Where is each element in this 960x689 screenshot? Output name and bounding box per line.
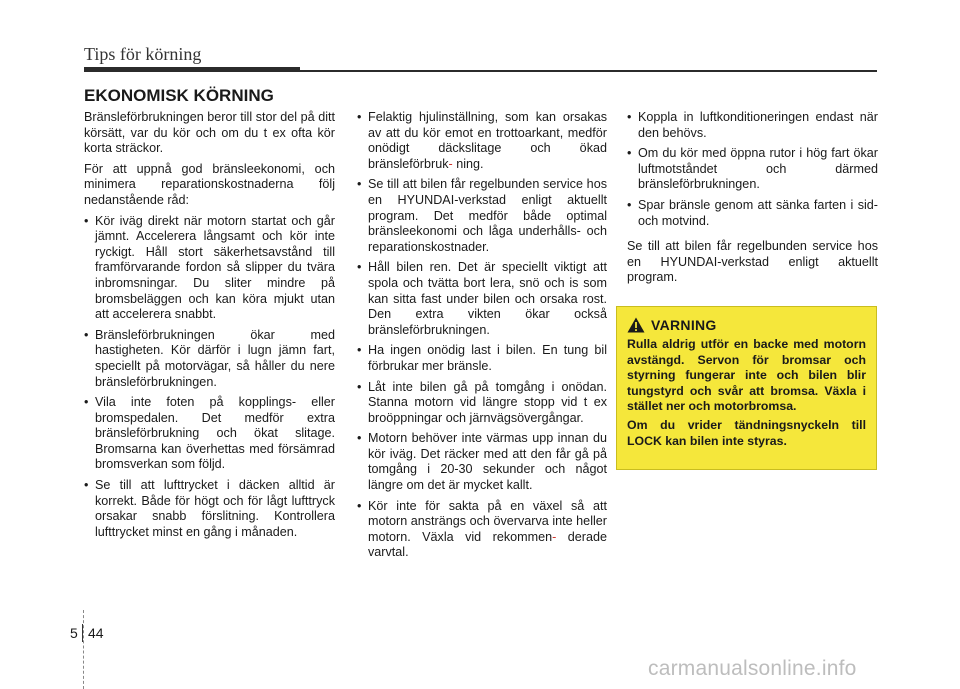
column-1 bbox=[84, 110, 335, 545]
tips-list-2 bbox=[357, 110, 607, 561]
tips-list-1 bbox=[84, 214, 335, 541]
list-item: • Motorn behöver inte värmas upp innan du kör iväg. Det räcker med att den får gå på tomgång i 20-30 sekunder och något längre om det är mycket kallt. bbox=[357, 431, 607, 493]
warning-text: Rulla aldrig utför en backe med motorn avstängd. Servon för bromsar och styrning fungerar inte och bilen blir tungstyrd och svår att bromsa. Växla i stället ner och motorbromsa. bbox=[627, 337, 866, 414]
list-item: • Se till att lufttrycket i däcken alltid är korrekt. Både för högt och för lågt lufttryck orsakar snabb förslitning. Kontrollera lufttrycket minst en gång i månaden. bbox=[84, 478, 335, 540]
watermark: carmanualsonline.info bbox=[648, 657, 857, 680]
chapter-number: 5 bbox=[70, 625, 78, 641]
section-heading: EKONOMISK KÖRNING bbox=[84, 86, 274, 105]
list-item: • Om du kör med öppna rutor i hög fart ökar luftmotståndet och därmed bränsleförbrukningen. bbox=[627, 146, 878, 193]
header-rule bbox=[300, 70, 877, 72]
intro-paragraph-2: För att uppnå god bränsleekonomi, och minimera reparationskostnaderna följ nedanstående råd: bbox=[84, 161, 335, 207]
warning-header bbox=[627, 317, 866, 333]
warning-box bbox=[616, 306, 877, 470]
column-3 bbox=[627, 110, 878, 291]
list-item: • Koppla in luftkonditioneringen endast när den behövs. bbox=[627, 110, 878, 141]
list-item-text: Kör inte för sakta på en växel så att motorn ansträngs och övervarva inte heller motorn. Växla vid rekommen bbox=[368, 498, 607, 544]
list-item: • Ha ingen onödig last i bilen. En tung bil förbrukar mer bränsle. bbox=[357, 343, 607, 374]
list-item-text-end: ning. bbox=[456, 156, 484, 171]
list-item: • Håll bilen ren. Det är speciellt viktigt att spola och tvätta bort lera, snö och is som kan sitta fast under bilen och orsaka rost. Den extra vikten ökar också bränsleförbrukningen. bbox=[357, 260, 607, 338]
hyphen-mark: - bbox=[552, 529, 557, 544]
page-number: 44 bbox=[88, 625, 104, 641]
list-item bbox=[357, 110, 607, 172]
page-header-title: Tips för körning bbox=[84, 44, 202, 64]
list-item: • Låt inte bilen gå på tomgång i onödan. Stanna motorn vid längre stopp vid t ex broöppningar och järnvägsövergångar. bbox=[357, 380, 607, 427]
warning-title: VARNING bbox=[651, 317, 717, 333]
service-paragraph: Se till att bilen får regelbunden service hos en HYUNDAI-verkstad enligt aktuellt program. bbox=[627, 239, 878, 285]
column-2 bbox=[357, 110, 607, 566]
list-item-text-end: derade varvtal. bbox=[368, 529, 607, 560]
hyphen-mark: - bbox=[448, 156, 453, 171]
list-item: • Se till att bilen får regelbunden service hos en HYUNDAI-verkstad enligt aktuellt program. Det medför både optimal bränsleekonomi och låga underhålls- och reparationskostnader. bbox=[357, 177, 607, 255]
list-item: • Spar bränsle genom att sänka farten i sid- och motvind. bbox=[627, 198, 878, 229]
list-item: • Kör iväg direkt när motorn startat och går jämnt. Accelerera långsamt och kör inte ryckigt. Håll stort säkerhetsavstånd till framförvarande fordon så slipper du tvära inbromsningar. Du sliter mindre på bromsbeläggen och kan köra mjukt utan att accelerera snabbt. bbox=[84, 214, 335, 323]
list-item-text: Felaktig hjulinställning, som kan orsakas av att du kör emot en trottoarkant, medför onödigt däckslitage och ökad bränsleförbruk bbox=[368, 110, 607, 171]
warning-text-2: Om du vrider tändningsnyckeln till LOCK kan bilen inte styras. bbox=[627, 417, 866, 448]
footer-divider bbox=[83, 610, 84, 689]
list-item bbox=[357, 499, 607, 561]
list-item: • Vila inte foten på kopplings- eller bromspedalen. Det medför extra bränsleförbrukning och ökat slitage. Bromsarna kan överhettas med försämrad bromsverkan som följd. bbox=[84, 395, 335, 473]
warning-triangle-icon bbox=[627, 317, 645, 333]
list-item: • Bränsleförbrukningen ökar med hastigheten. Kör därför i lugn jämn fart, speciellt på motorvägar, så håller du nere bränsleförbrukningen. bbox=[84, 328, 335, 390]
intro-paragraph: Bränsleförbrukningen beror till stor del på ditt körsätt, var du kör och om du t ex ofta kör korta sträckor. bbox=[84, 110, 335, 156]
tips-list-3 bbox=[627, 110, 878, 229]
footer-separator bbox=[82, 624, 83, 642]
header-bar bbox=[84, 67, 300, 72]
